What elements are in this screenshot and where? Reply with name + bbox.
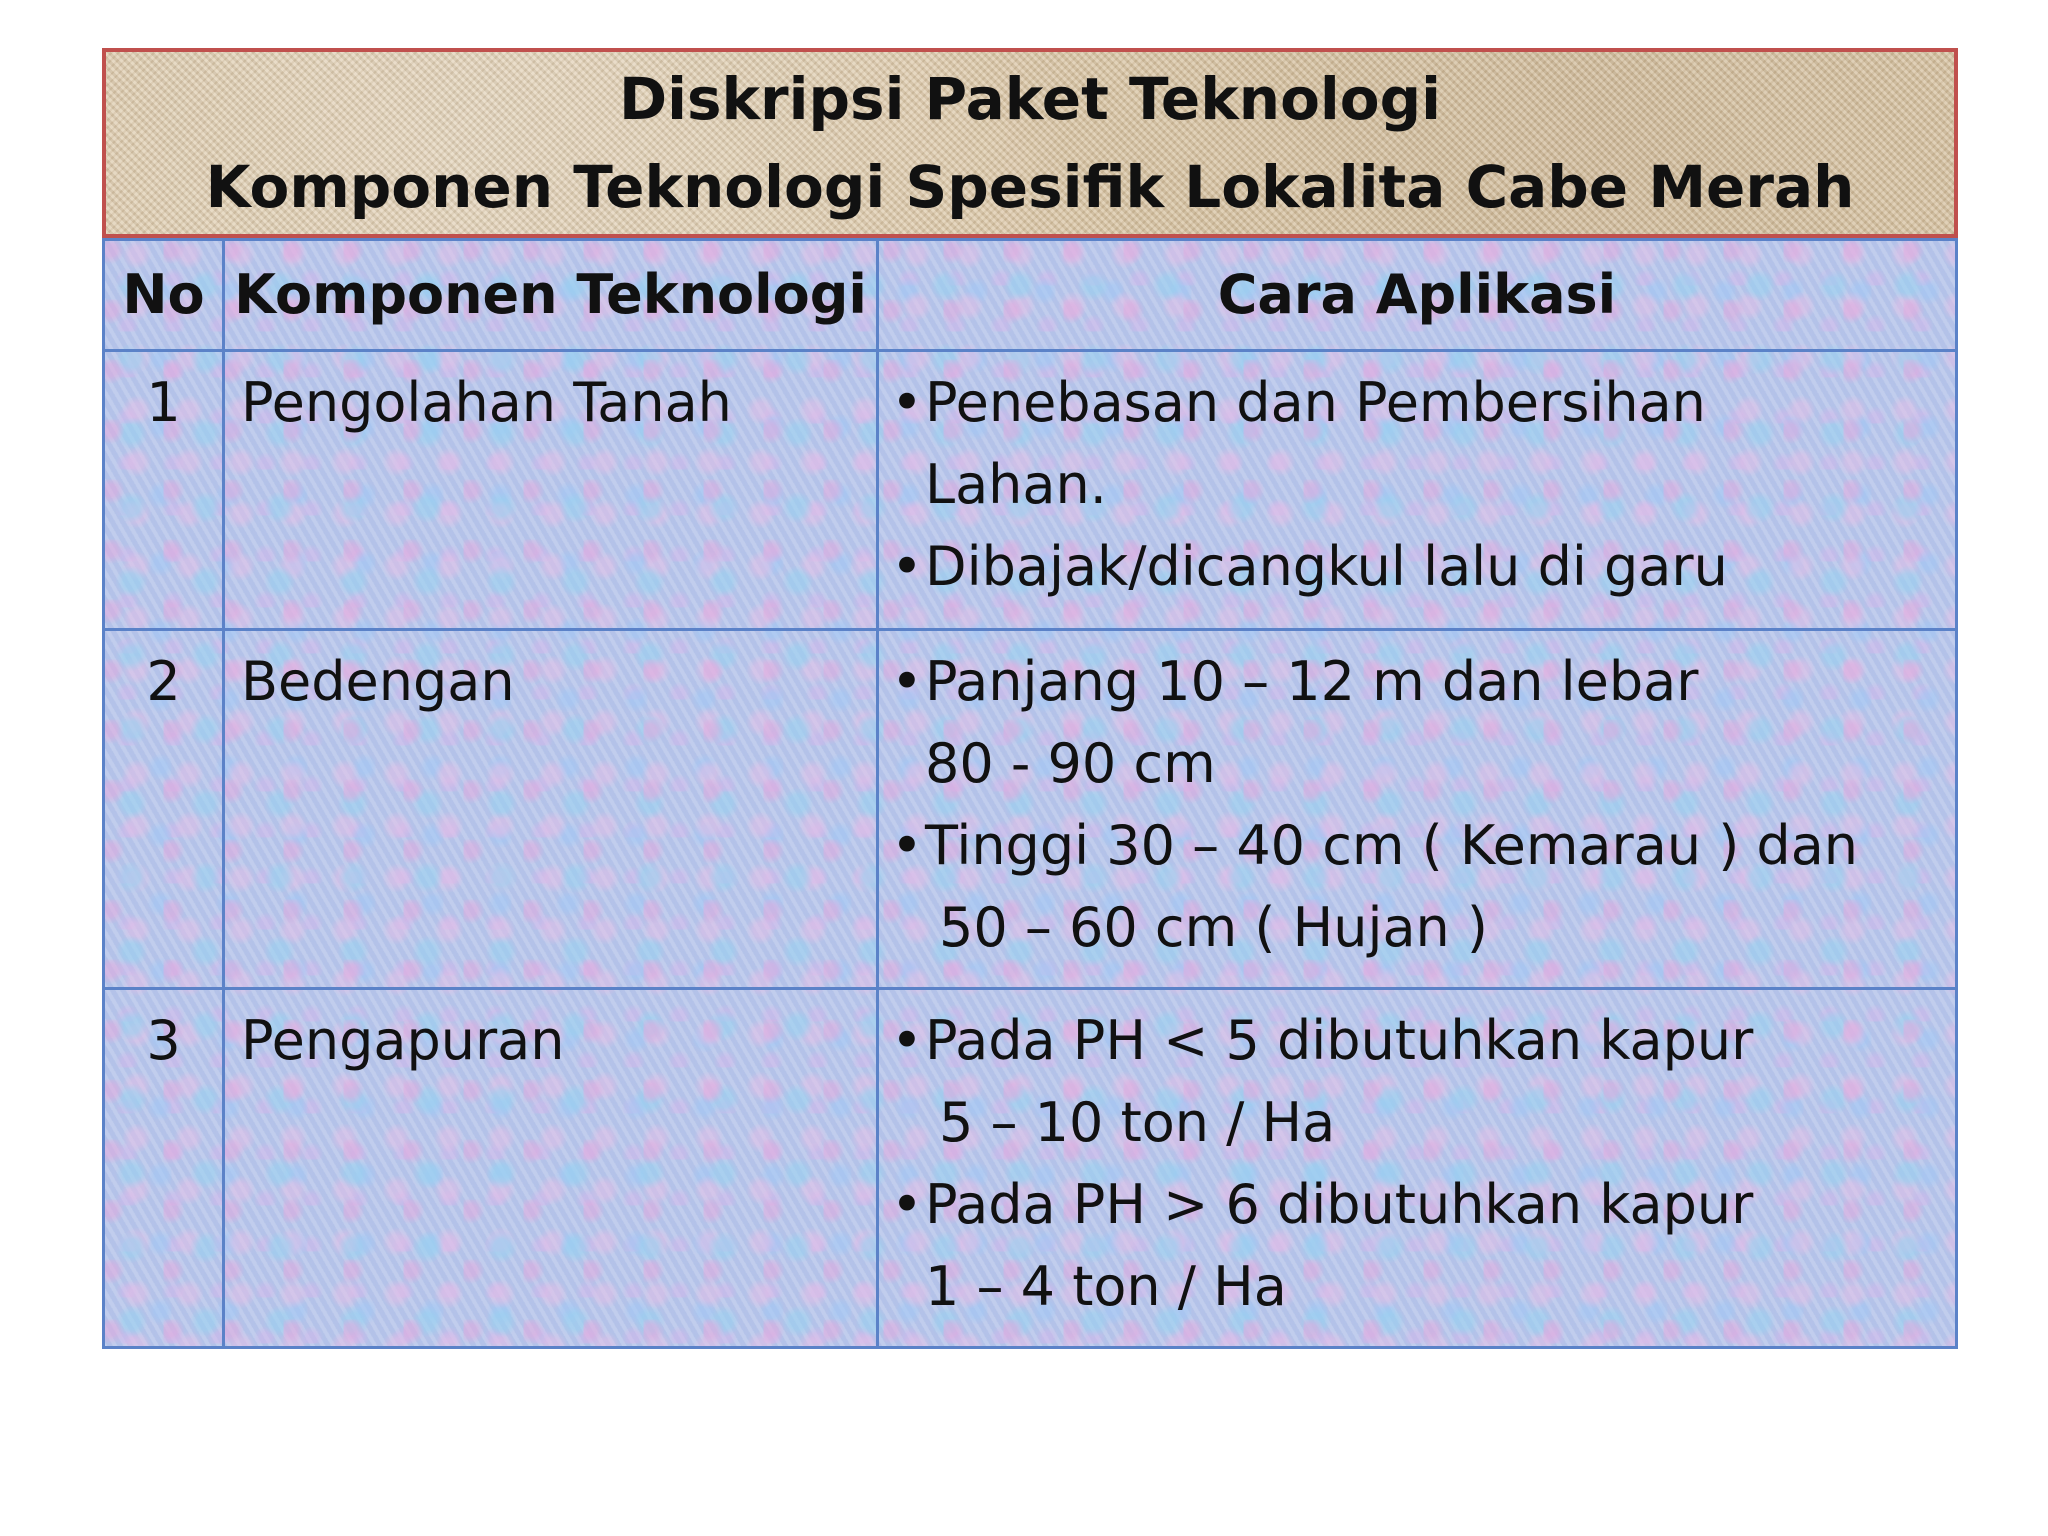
list-item: • Panjang 10 – 12 m dan lebar 80 - 90 cm <box>891 641 1955 805</box>
title-line-2: Komponen Teknologi Spesifik Lokalita Cabe Merah <box>205 153 1855 221</box>
table-row <box>104 351 1957 630</box>
title-banner <box>102 48 1958 238</box>
table-row <box>104 989 1957 1348</box>
header-component: Komponen Teknologi <box>224 240 878 351</box>
header-application: Cara Aplikasi <box>878 240 1957 351</box>
list-item: • Tinggi 30 – 40 cm ( Kemarau ) dan 50 – 60 cm ( Hujan ) <box>891 805 1955 969</box>
row-component: Pengolahan Tanah <box>224 351 878 630</box>
title-line-1: Diskripsi Paket Teknologi <box>618 65 1442 133</box>
application-list <box>879 352 1955 608</box>
application-list <box>879 631 1955 969</box>
row-application <box>878 630 1957 989</box>
list-item: • Penebasan dan Pembersihan Lahan. <box>891 362 1955 526</box>
technology-table <box>102 238 1958 1349</box>
header-no: No <box>104 240 224 351</box>
row-number: 3 <box>104 989 224 1348</box>
row-component: Pengapuran <box>224 989 878 1348</box>
slide-content <box>102 48 1958 1349</box>
list-item: • Pada PH < 5 dibutuhkan kapur 5 – 10 ton / Ha <box>891 1000 1955 1164</box>
application-list <box>879 990 1955 1328</box>
table-header-row <box>104 240 1957 351</box>
list-item: • Dibajak/dicangkul lalu di garu <box>891 526 1955 608</box>
list-item: • Pada PH > 6 dibutuhkan kapur 1 – 4 ton / Ha <box>891 1164 1955 1328</box>
table-row <box>104 630 1957 989</box>
row-number: 2 <box>104 630 224 989</box>
row-component: Bedengan <box>224 630 878 989</box>
row-number: 1 <box>104 351 224 630</box>
row-application <box>878 989 1957 1348</box>
row-application <box>878 351 1957 630</box>
